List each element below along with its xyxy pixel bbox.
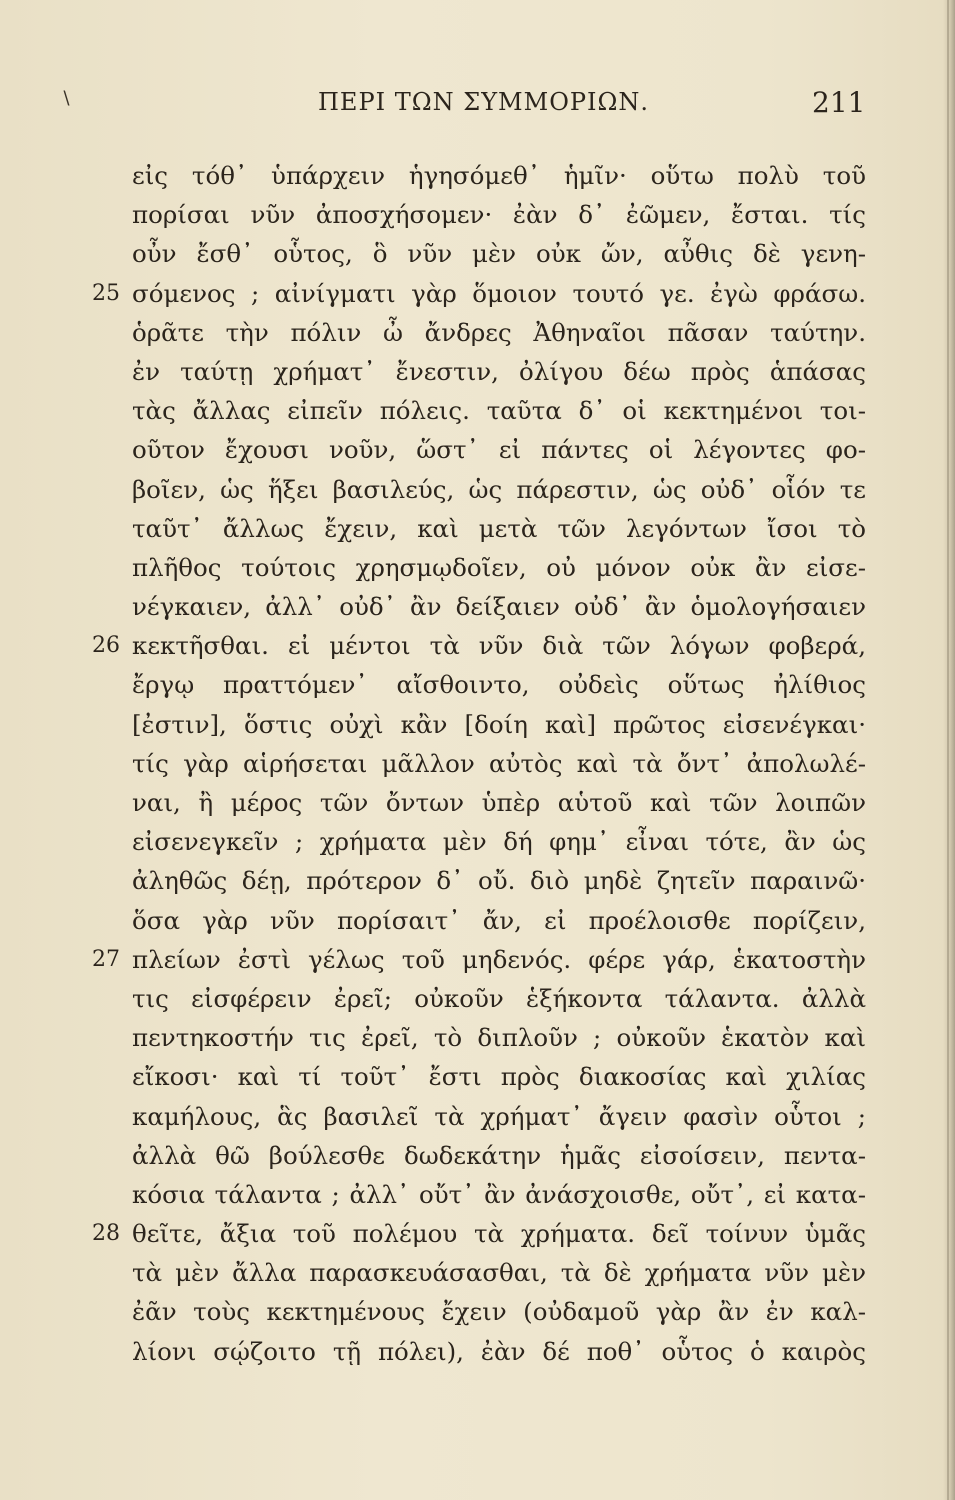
- text-line: [0, 861, 955, 900]
- line-text: θεῖτε, ἄξια τοῦ πολέμου τὰ χρήματα. δεῖ τοίνυν ὑμᾶς: [132, 1219, 866, 1249]
- text-line: [0, 1332, 955, 1371]
- line-text: ἀληθῶς δέῃ, πρότερον δ᾽ οὔ. διὸ μηδὲ ζητεῖν παραινῶ·: [132, 866, 866, 896]
- text-line: [0, 509, 955, 548]
- text-line: [0, 1097, 955, 1136]
- text-line: [0, 979, 955, 1018]
- text-line: [0, 1292, 955, 1331]
- line-text: τὰς ἄλλας εἰπεῖν πόλεις. ταῦτα δ᾽ οἱ κεκτημένοι τοι-: [132, 396, 866, 426]
- line-text: σόμενος ; αἰνίγματι γὰρ ὅμοιον τουτό γε. ἐγὼ φράσω.: [132, 278, 866, 308]
- text-line: [0, 587, 955, 626]
- line-text: οῦτον ἔχουσι νοῦν, ὥστ᾽ εἰ πάντες οἱ λέγοντες φο-: [132, 435, 866, 465]
- text-line: [0, 1057, 955, 1096]
- text-line: [0, 940, 955, 979]
- running-head: [0, 86, 955, 126]
- line-text: ταῦτ᾽ ἄλλως ἔχειν, καὶ μετὰ τῶν λεγόντων ἴσοι τὸ: [132, 513, 866, 543]
- line-text: βοῖεν, ὡς ἥξει βασιλεύς, ὡς πάρεστιν, ὡς οὐδ᾽ οἷόν τε: [132, 474, 866, 504]
- line-text: νέγκαιεν, ἀλλ᾽ οὐδ᾽ ἂν δείξαιεν οὐδ᾽ ἂν ὁμολογήσαιεν: [132, 592, 866, 622]
- text-line: [0, 313, 955, 352]
- line-text: ἔργῳ πραττόμεν᾽ αἴσθοιντο, οὐδεὶς οὕτως ἠλίθιος: [132, 670, 866, 700]
- text-line: [0, 1253, 955, 1292]
- text-line: [0, 234, 955, 273]
- line-text: τίς γὰρ αἱρήσεται μᾶλλον αὐτὸς καὶ τὰ ὄντ᾽ ἀπολωλέ-: [132, 748, 866, 778]
- line-text: ὅσα γὰρ νῦν πορίσαιτ᾽ ἄν, εἰ προέλοισθε πορίζειν,: [132, 905, 866, 935]
- line-text: ἐᾶν τοὺς κεκτημένους ἔχειν (οὐδαμοῦ γὰρ ἂν ἐν καλ-: [132, 1297, 866, 1327]
- line-text: πλείων ἐστὶ γέλως τοῦ μηδενός. φέρε γάρ, ἑκατοστὴν: [132, 944, 866, 974]
- line-text: ἀλλὰ θῶ βούλεσθε δωδεκάτην ἡμᾶς εἰσοίσειν, πεντα-: [132, 1140, 866, 1170]
- body-text: [0, 156, 955, 1371]
- line-text: εἴκοσι· καὶ τί τοῦτ᾽ ἔστι πρὸς διακοσίας καὶ χιλίας: [132, 1062, 866, 1092]
- text-line: [0, 156, 955, 195]
- text-line: [0, 705, 955, 744]
- text-line: [0, 1175, 955, 1214]
- line-text: [ἐστιν], ὅστις οὐχὶ κἂν [δοίη καὶ] πρῶτος εἰσενέγκαι·: [132, 709, 866, 739]
- running-title: ΠΕΡΙ ΤΩΝ ΣΥΜΜΟΡΙΩΝ.: [318, 88, 650, 116]
- page-number: 211: [812, 86, 866, 119]
- line-text: κόσια τάλαντα ; ἀλλ᾽ οὔτ᾽ ἂν ἀνάσχοισθε, οὔτ᾽, εἰ κατα-: [132, 1179, 866, 1209]
- text-line: [0, 783, 955, 822]
- line-text: καμήλους, ἃς βασιλεῖ τὰ χρήματ᾽ ἄγειν φασὶν οὗτοι ;: [132, 1101, 866, 1131]
- text-line: [0, 744, 955, 783]
- text-line: [0, 822, 955, 861]
- line-text: τὰ μὲν ἄλλα παρασκευάσασθαι, τὰ δὲ χρήματα νῦν μὲν: [132, 1258, 866, 1288]
- text-line: [0, 1214, 955, 1253]
- line-number: 27: [92, 946, 120, 972]
- line-text: πορίσαι νῦν ἀποσχήσομεν· ἐὰν δ᾽ ἐῶμεν, ἔσται. τίς: [132, 200, 866, 230]
- text-line: [0, 430, 955, 469]
- text-line: [0, 195, 955, 234]
- text-line: [0, 352, 955, 391]
- line-text: εἰς τόθ᾽ ὑπάρχειν ἡγησόμεθ᾽ ἡμῖν· οὕτω πολὺ τοῦ: [132, 161, 866, 190]
- line-number: 26: [92, 633, 120, 659]
- line-text: οὖν ἔσθ᾽ οὗτος, ὃ νῦν μὲν οὐκ ὤν, αὖθις δὲ γενη-: [132, 239, 866, 269]
- text-line: [0, 470, 955, 509]
- line-text: τις εἰσφέρειν ἐρεῖ; οὐκοῦν ἑξήκοντα τάλαντα. ἀλλὰ: [132, 983, 866, 1013]
- line-text: κεκτῆσθαι. εἰ μέντοι τὰ νῦν διὰ τῶν λόγων φοβερά,: [132, 631, 866, 661]
- line-text: ὁρᾶτε τὴν πόλιν ὦ ἄνδρες Ἀθηναῖοι πᾶσαν ταύτην.: [132, 317, 866, 347]
- line-text: πεντηκοστήν τις ἐρεῖ, τὸ διπλοῦν ; οὐκοῦν ἑκατὸν καὶ: [132, 1023, 866, 1053]
- line-text: ναι, ἢ μέρος τῶν ὄντων ὑπὲρ αὑτοῦ καὶ τῶν λοιπῶν: [132, 788, 866, 817]
- line-number: 25: [92, 280, 120, 306]
- text-line: [0, 548, 955, 587]
- text-line: [0, 274, 955, 313]
- line-text: εἰσενεγκεῖν ; χρήματα μὲν δή φημ᾽ εἶναι τότε, ἂν ὡς: [132, 827, 866, 857]
- line-text: ἐν ταύτῃ χρήματ᾽ ἔνεστιν, ὀλίγου δέω πρὸς ἁπάσας: [132, 356, 866, 386]
- line-number: 28: [92, 1221, 120, 1247]
- text-line: [0, 665, 955, 704]
- text-line: [0, 1136, 955, 1175]
- text-line: [0, 1018, 955, 1057]
- line-text: πλῆθος τούτοις χρησμῳδοῖεν, οὐ μόνον οὐκ ἂν εἰσε-: [132, 552, 866, 582]
- text-line: [0, 626, 955, 665]
- text-line: [0, 901, 955, 940]
- line-text: λίονι σῴζοιτο τῇ πόλει), ἐὰν δέ ποθ᾽ οὗτος ὁ καιρὸς: [132, 1336, 866, 1366]
- corner-mark: ∖: [60, 88, 72, 109]
- text-line: [0, 391, 955, 430]
